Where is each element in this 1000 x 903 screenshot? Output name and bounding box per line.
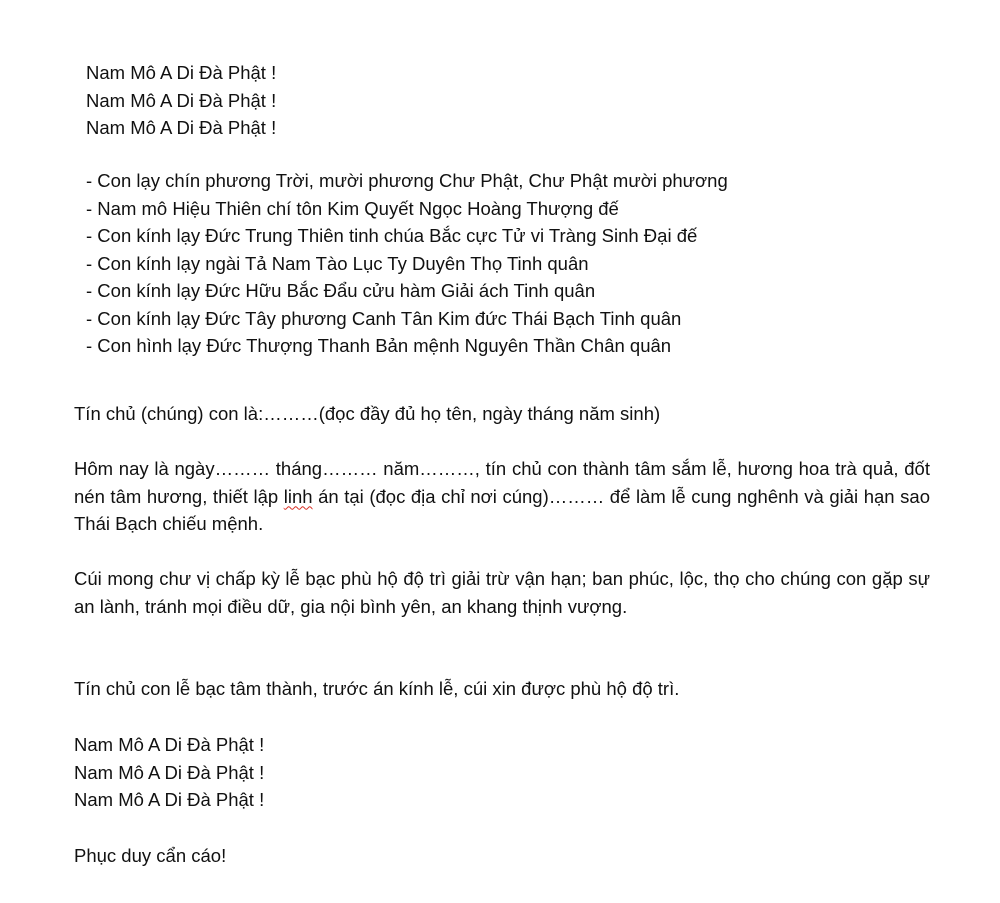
invocation-item: - Nam mô Hiệu Thiên chí tôn Kim Quyết Ngọc Hoàng Thượng đế [86, 197, 619, 219]
invocation-item: - Con kính lạy Đức Hữu Bắc Đẩu cửu hàm Giải ách Tinh quân [86, 280, 596, 301]
invocation-list [86, 167, 728, 360]
invocation-item: - Con hình lạy Đức Thượng Thanh Bản mệnh Nguyên Thần Chân quân [86, 335, 672, 356]
chant-line: Nam Mô A Di Đà Phật ! [86, 89, 277, 111]
offering-text-end: án tại (đọc địa chỉ nơi cúng)……… để làm lễ cung nghênh và giải hạn sao Thái Bạch chiếu mệnh. [74, 485, 930, 534]
devotee-name-paragraph: Tín chủ (chúng) con là:………(đọc đầy đủ họ tên, ngày tháng năm sinh) [74, 403, 661, 424]
chant-line: Nam Mô A Di Đà Phật ! [74, 734, 265, 755]
invocation-item: - Con lạy chín phương Trời, mười phương Chư Phật, Chư Phật mười phương [86, 170, 728, 191]
offering-text-start: Hôm nay là ngày……… tháng……… năm………, tín chủ con thành tâm sắm lễ, hương hoa trà quả, đốt nén tâm hương, thiết lập [74, 458, 930, 507]
chant-line: Nam Mô A Di Đà Phật ! [86, 62, 277, 83]
prayer-paragraph: Cúi mong chư vị chấp kỳ lễ bạc phù hộ độ trì giải trừ vận hạn; ban phúc, lộc, thọ cho chúng con gặp sự an lành, tránh mọi điều dữ, gia nội bình yên, an khang thịnh vượng. [74, 568, 930, 617]
chant-line: Nam Mô A Di Đà Phật ! [74, 761, 265, 783]
chant-line: Nam Mô A Di Đà Phật ! [86, 117, 277, 138]
spellcheck-marked-word: linh [283, 485, 313, 507]
chant-line: Nam Mô A Di Đà Phật ! [74, 789, 265, 810]
ending-chant [74, 731, 264, 814]
closing-paragraph: Tín chủ con lễ bạc tâm thành, trước án kính lễ, cúi xin được phù hộ độ trì. [74, 678, 680, 699]
offering-paragraph [74, 455, 930, 538]
invocation-item: - Con kính lạy Đức Trung Thiên tinh chúa Bắc cực Tử vi Tràng Sinh Đại đế [86, 225, 698, 246]
final-line: Phục duy cẩn cáo! [74, 845, 227, 866]
opening-chant [86, 59, 276, 142]
invocation-item: - Con kính lạy Đức Tây phương Canh Tân Kim đức Thái Bạch Tinh quân [86, 307, 682, 329]
invocation-item: - Con kính lạy ngài Tả Nam Tào Lục Ty Duyên Thọ Tinh quân [86, 252, 589, 274]
